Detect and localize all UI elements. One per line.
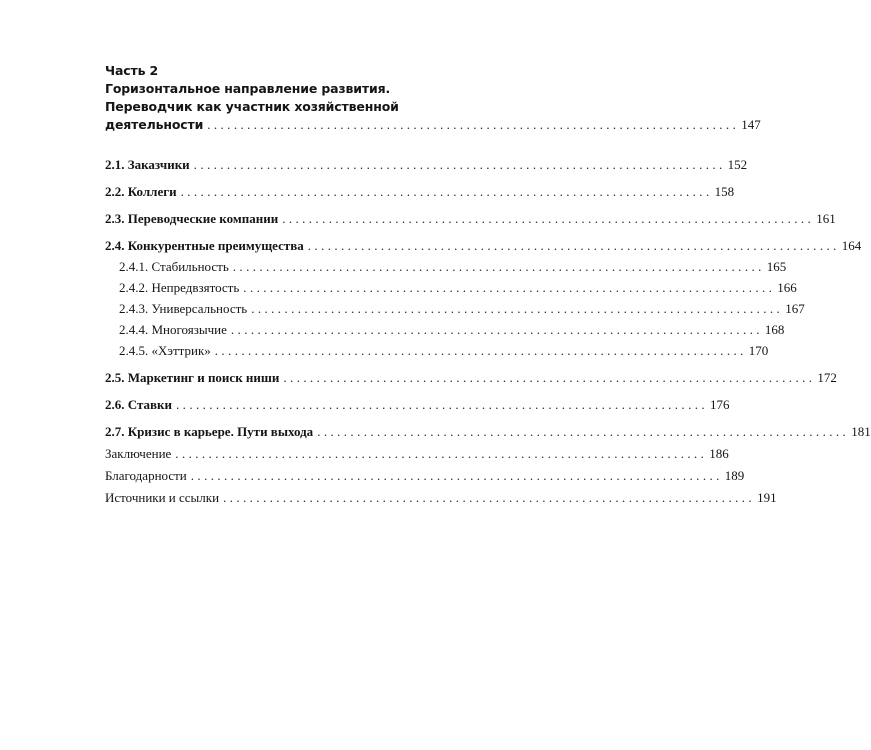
page-number: 165 bbox=[766, 259, 787, 274]
dot-leader: ................................................................................ bbox=[207, 117, 740, 132]
dot-leader: ................................................................................ bbox=[223, 490, 756, 505]
dot-leader: ................................................................................ bbox=[190, 468, 723, 483]
subsection-label bbox=[119, 279, 239, 297]
section-number: 2.6. bbox=[105, 397, 125, 412]
page-number: 186 bbox=[709, 446, 729, 461]
part-heading-line: Горизонтальное направление развития. bbox=[105, 81, 391, 96]
toc-section-entry bbox=[105, 423, 871, 441]
section-number: 2.1. bbox=[105, 157, 125, 172]
subsection-label bbox=[119, 258, 229, 276]
page-number: 158 bbox=[714, 184, 735, 199]
toc-subsection-entry bbox=[105, 300, 805, 318]
toc-section-entry bbox=[105, 396, 730, 414]
toc-subsection-entry bbox=[105, 258, 787, 276]
toc-section-entry bbox=[105, 156, 748, 174]
section-label bbox=[105, 210, 278, 228]
page-number: 147 bbox=[741, 117, 761, 132]
dot-leader: ................................................................................ bbox=[176, 397, 709, 412]
subsection-number: 2.4.5. bbox=[119, 343, 149, 358]
section-number: 2.4. bbox=[105, 238, 125, 253]
page-number: 172 bbox=[817, 370, 837, 385]
backmatter-title: Благодарности bbox=[105, 468, 187, 483]
toc-backmatter-entry bbox=[105, 489, 777, 507]
dot-leader: ................................................................................ bbox=[175, 446, 708, 461]
toc-subsection-entry bbox=[105, 342, 769, 360]
section-title: Кризис в карьере. Пути выхода bbox=[127, 424, 314, 439]
dot-leader: ................................................................................ bbox=[251, 301, 784, 316]
subsection-number: 2.4.2. bbox=[119, 280, 149, 295]
section-title: Маркетинг и поиск ниши bbox=[127, 370, 280, 385]
subsection-number: 2.4.3. bbox=[119, 301, 149, 316]
section-number: 2.5. bbox=[105, 370, 125, 385]
dot-leader: ................................................................................ bbox=[317, 424, 850, 439]
section-label bbox=[105, 183, 177, 201]
toc-section-entry bbox=[105, 183, 735, 201]
section-number: 2.7. bbox=[105, 424, 125, 439]
page-number: 167 bbox=[785, 301, 805, 316]
page-number: 191 bbox=[757, 490, 777, 505]
subsection-number: 2.4.1. bbox=[119, 259, 149, 274]
page-number: 170 bbox=[748, 343, 769, 358]
subsection-label bbox=[119, 321, 227, 339]
section-number: 2.3. bbox=[105, 211, 125, 226]
section-label bbox=[105, 423, 313, 441]
page-number: 164 bbox=[841, 238, 862, 253]
section-title: Ставки bbox=[127, 397, 173, 412]
page-number: 161 bbox=[816, 211, 836, 226]
backmatter-title: Источники и ссылки bbox=[105, 490, 220, 505]
subsection-label bbox=[119, 300, 247, 318]
dot-leader: ................................................................................ bbox=[193, 157, 726, 172]
section-title: Конкурентные преимущества bbox=[127, 238, 304, 253]
section-title: Заказчики bbox=[127, 157, 190, 172]
section-number: 2.2. bbox=[105, 184, 125, 199]
page-number: 181 bbox=[851, 424, 871, 439]
page-number: 168 bbox=[764, 322, 785, 337]
part-heading-last-line: деятельности bbox=[105, 117, 204, 132]
dot-leader: ................................................................................ bbox=[307, 238, 840, 253]
page-number: 176 bbox=[710, 397, 730, 412]
subsection-title: Универсальность bbox=[151, 301, 248, 316]
subsection-title: Непредвзятость bbox=[151, 280, 240, 295]
dot-leader: ................................................................................ bbox=[180, 184, 713, 199]
section-label bbox=[105, 156, 190, 174]
toc-section-entry bbox=[105, 237, 862, 255]
part-heading-line: Часть 2 bbox=[105, 63, 159, 78]
section-label bbox=[105, 396, 172, 414]
dot-leader: ................................................................................ bbox=[282, 211, 815, 226]
toc-backmatter-entry bbox=[105, 467, 745, 485]
dot-leader: ................................................................................ bbox=[283, 370, 816, 385]
subsection-title: Многоязычие bbox=[151, 322, 227, 337]
section-label bbox=[105, 237, 304, 255]
subsection-title: «Хэттрик» bbox=[151, 343, 211, 358]
toc-section-entry bbox=[105, 210, 836, 228]
part-heading bbox=[105, 62, 472, 116]
table-of-contents bbox=[105, 62, 871, 507]
toc-subsection-entry bbox=[105, 279, 797, 297]
subsection-number: 2.4.4. bbox=[119, 322, 149, 337]
toc-backmatter-entry bbox=[105, 445, 729, 463]
dot-leader: ................................................................................ bbox=[232, 259, 765, 274]
page-number: 166 bbox=[777, 280, 797, 295]
section-title: Переводческие компании bbox=[127, 211, 279, 226]
toc-section-entry bbox=[105, 369, 837, 387]
page-number: 152 bbox=[727, 157, 748, 172]
section-label bbox=[105, 369, 279, 387]
subsection-label bbox=[119, 342, 211, 360]
page-number: 189 bbox=[724, 468, 745, 483]
backmatter-title: Заключение bbox=[105, 446, 172, 461]
subsection-title: Стабильность bbox=[151, 259, 229, 274]
section-title: Коллеги bbox=[127, 184, 177, 199]
toc-subsection-entry bbox=[105, 321, 785, 339]
dot-leader: ................................................................................ bbox=[214, 343, 747, 358]
dot-leader: ................................................................................ bbox=[230, 322, 763, 337]
dot-leader: ................................................................................ bbox=[243, 280, 776, 295]
part-heading-entry bbox=[105, 116, 761, 134]
part-heading-line: Переводчик как участник хозяйственной bbox=[105, 99, 399, 114]
